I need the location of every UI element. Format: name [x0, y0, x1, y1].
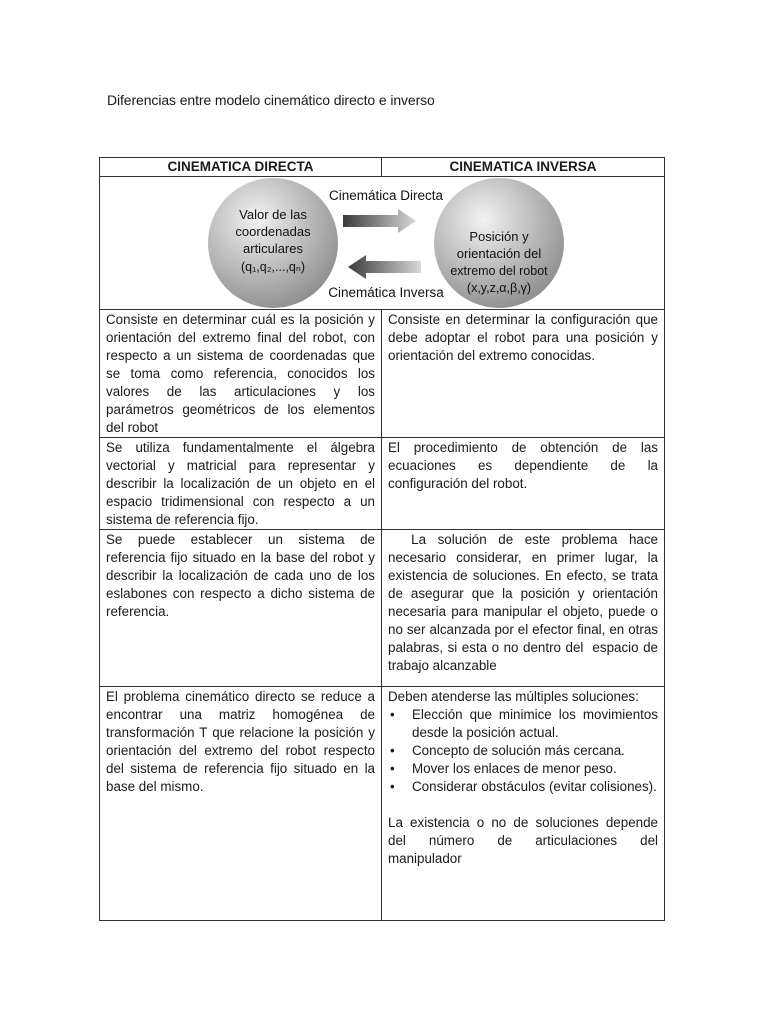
diagram-row	[100, 177, 665, 310]
diagram-cell	[100, 177, 665, 310]
arrow-right-icon	[343, 209, 416, 233]
kinematics-diagram	[100, 177, 665, 309]
cell-directa: Se utiliza fundamentalmente el álgebra vectorial y matricial para representar y describir la localización de un objeto en el espacio tridimensional con respecto a un sistema de referencia fijo.	[100, 438, 382, 530]
solutions-bullet-list	[388, 706, 658, 796]
header-cinematica-inversa: CINEMATICA INVERSA	[382, 158, 665, 177]
existence-note: La existencia o no de soluciones depende del número de articulaciones del manipulador	[388, 815, 658, 866]
bullet-icon: •	[390, 779, 395, 794]
header-row	[100, 158, 665, 177]
list-item	[388, 778, 658, 796]
list-item	[388, 760, 658, 778]
comparison-table	[99, 157, 665, 921]
document-title: Diferencias entre modelo cinemático directo e inverso	[107, 92, 435, 108]
list-item	[388, 742, 658, 760]
bullet-text: Elección que minimice los movimientos desde la posición actual.	[412, 707, 658, 740]
left-circle-line-1: Valor de las	[239, 207, 307, 222]
table-row	[100, 530, 665, 687]
cell-directa: Se puede establecer un sistema de referencia fijo situado en la base del robot y describir la localización de cada uno de los eslabones con respecto a dicho sistema de referencia.	[100, 530, 382, 687]
bullet-icon: •	[390, 707, 395, 722]
right-circle-line-1: Posición y	[469, 229, 529, 244]
left-circle-line-2: coordenadas	[235, 224, 311, 239]
list-item	[388, 706, 658, 742]
header-cinematica-directa: CINEMATICA DIRECTA	[100, 158, 382, 177]
bullet-text: Mover los enlaces de menor peso.	[412, 761, 617, 776]
left-circle-vars: (q₁,q₂,...,qₙ)	[240, 260, 306, 274]
bullet-icon: •	[390, 761, 395, 776]
arrow-bottom-label: Cinemática Inversa	[328, 285, 444, 300]
table-row	[100, 310, 665, 438]
cell-inversa	[382, 687, 665, 921]
left-circle-line-3: articulares	[243, 241, 303, 256]
cell-inversa: La solución de este problema hace necesario considerar, en primer lugar, la existencia de soluciones. En efecto, se trata de asegurar que la posición y orientación necesaria para manipular el objeto, puede o no ser alcanzada por el efector final, en otras palabras, si esta o no dentro del espacio de trabajo alcanzable	[382, 530, 665, 687]
right-circle-vars: (x,y,z,α,β,γ)	[466, 281, 532, 295]
bullet-text: Considerar obstáculos (evitar colisiones).	[412, 779, 657, 794]
multiple-solutions-intro: Deben atenderse las múltiples soluciones:	[388, 689, 639, 704]
right-circle-line-3: extremo del robot	[450, 264, 548, 278]
cell-directa: Consiste en determinar cuál es la posición y orientación del extremo final del robot, con respecto a un sistema de coordenadas que se toma como referencia, conocidos los valores de las articulaciones y los parámetros geométricos de los elementos del robot	[100, 310, 382, 438]
arrow-left-icon	[348, 255, 421, 279]
bullet-icon: •	[390, 743, 395, 758]
bullet-text: Concepto de solución más cercana.	[412, 743, 625, 758]
table-row	[100, 687, 665, 921]
right-circle-line-2: orientación del	[456, 246, 542, 261]
arrow-top-label: Cinemática Directa	[328, 188, 444, 203]
cell-inversa: El procedimiento de obtención de las ecuaciones es dependiente de la configuración del robot.	[382, 438, 665, 530]
paragraph-gap	[388, 796, 658, 814]
table-row	[100, 438, 665, 530]
cell-inversa: Consiste en determinar la configuración que debe adoptar el robot para una posición y orientación del extremo conocidas.	[382, 310, 665, 438]
cell-directa: El problema cinemático directo se reduce a encontrar una matriz homogénea de transformación T que relacione la posición y orientación del extremo del robot respecto del sistema de referencia fijo situado en la base del mismo.	[100, 687, 382, 921]
